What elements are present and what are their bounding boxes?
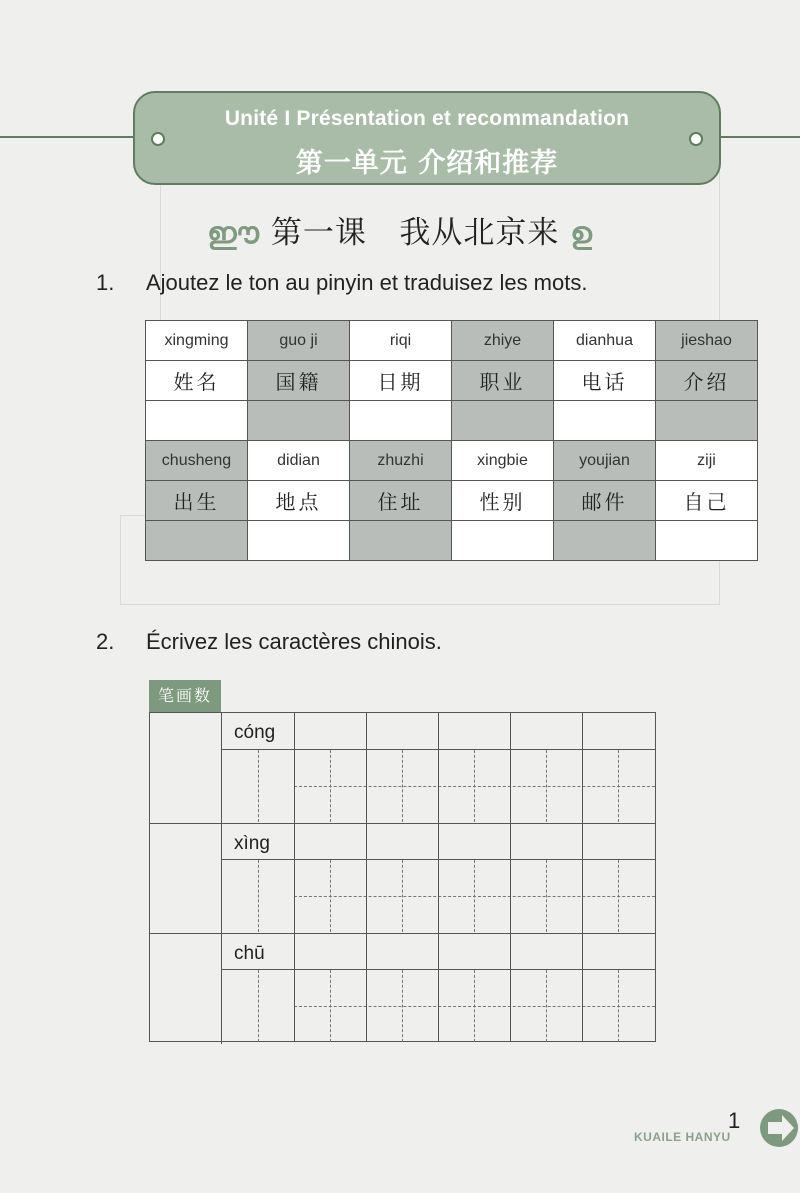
banner-dot-right [689, 132, 703, 146]
grid-dash [258, 860, 259, 932]
pinyin-cell: jieshao [656, 321, 758, 361]
grid-dash [258, 750, 259, 822]
lesson-title: 第一课 我从北京来 [270, 215, 560, 251]
exercise-number: 2. [96, 629, 115, 654]
pinyin-cell: zhiye [452, 321, 554, 361]
answer-cell[interactable] [146, 521, 248, 561]
pinyin-cell: riqi [350, 321, 452, 361]
hanzi-cell: 日期 [350, 361, 452, 401]
pinyin-cell: ziji [656, 441, 758, 481]
stroke-count-cell[interactable] [150, 713, 222, 823]
grid-column [294, 713, 295, 1041]
grid-dash [474, 860, 475, 932]
grid-dash [546, 860, 547, 932]
answer-cell[interactable] [350, 521, 452, 561]
pinyin-cell: xingbie [452, 441, 554, 481]
answer-cell[interactable] [656, 521, 758, 561]
banner-dot-left [151, 132, 165, 146]
hanzi-cell: 地点 [248, 481, 350, 521]
pinyin-cell: xingming [146, 321, 248, 361]
grid-dash [330, 860, 331, 932]
stroke-count-label: 笔画数 [149, 680, 221, 712]
grid-column [582, 713, 583, 1041]
grid-dash [546, 970, 547, 1042]
grid-dash [618, 750, 619, 822]
grid-dash [474, 750, 475, 822]
grid-column [438, 713, 439, 1041]
next-arrow-icon [758, 1108, 800, 1148]
exercise-1-heading [96, 270, 587, 296]
writing-pinyin: cóng [234, 722, 276, 743]
writing-grid [149, 712, 656, 1042]
pinyin-cell: youjian [554, 441, 656, 481]
hanzi-cell: 介绍 [656, 361, 758, 401]
stroke-count-cell[interactable] [150, 824, 222, 934]
unit-title-cn: 第一单元 介绍和推荐 [295, 148, 559, 179]
answer-cell[interactable] [248, 401, 350, 441]
grid-dash [546, 750, 547, 822]
grid-dash [330, 750, 331, 822]
hanzi-cell: 姓名 [146, 361, 248, 401]
brand-label: KUAILE HANYU [634, 1130, 731, 1144]
exercise-number: 1. [96, 270, 115, 295]
grid-dash [330, 970, 331, 1042]
hanzi-cell: 电话 [554, 361, 656, 401]
ornament-right-icon: ഉ [570, 216, 593, 251]
answer-cell[interactable] [248, 521, 350, 561]
hanzi-cell: 职业 [452, 361, 554, 401]
grid-column [510, 713, 511, 1041]
grid-dash [618, 860, 619, 932]
answer-cell[interactable] [554, 401, 656, 441]
exercise-instruction: Écrivez les caractères chinois. [146, 629, 442, 654]
hanzi-cell: 出生 [146, 481, 248, 521]
answer-cell[interactable] [656, 401, 758, 441]
unit-title-fr: Unité I Présentation et recommandation [224, 107, 630, 130]
pinyin-table [145, 320, 758, 561]
grid-dash [618, 970, 619, 1042]
grid-dash [402, 860, 403, 932]
writing-pinyin: xìng [234, 833, 270, 854]
answer-cell[interactable] [452, 401, 554, 441]
stroke-count-cell[interactable] [150, 934, 222, 1044]
ornament-left-icon: ഈ [207, 216, 260, 251]
exercise-2-heading [96, 629, 442, 655]
hanzi-cell: 国籍 [248, 361, 350, 401]
pinyin-cell: guo ji [248, 321, 350, 361]
lesson-heading [0, 207, 800, 252]
pinyin-cell: zhuzhi [350, 441, 452, 481]
hanzi-cell: 住址 [350, 481, 452, 521]
pinyin-cell: chusheng [146, 441, 248, 481]
hanzi-cell: 性别 [452, 481, 554, 521]
page-number: 1 [728, 1108, 741, 1133]
answer-cell[interactable] [350, 401, 452, 441]
writing-pinyin: chū [234, 943, 265, 964]
answer-cell[interactable] [554, 521, 656, 561]
grid-column [366, 713, 367, 1041]
answer-cell[interactable] [146, 401, 248, 441]
grid-dash [402, 970, 403, 1042]
pinyin-cell: didian [248, 441, 350, 481]
answer-cell[interactable] [452, 521, 554, 561]
unit-banner [133, 91, 721, 185]
grid-dash [474, 970, 475, 1042]
grid-dash [258, 970, 259, 1042]
exercise-instruction: Ajoutez le ton au pinyin et traduisez les mots. [146, 270, 588, 295]
hanzi-cell: 邮件 [554, 481, 656, 521]
pinyin-cell: dianhua [554, 321, 656, 361]
grid-dash [402, 750, 403, 822]
hanzi-cell: 自己 [656, 481, 758, 521]
